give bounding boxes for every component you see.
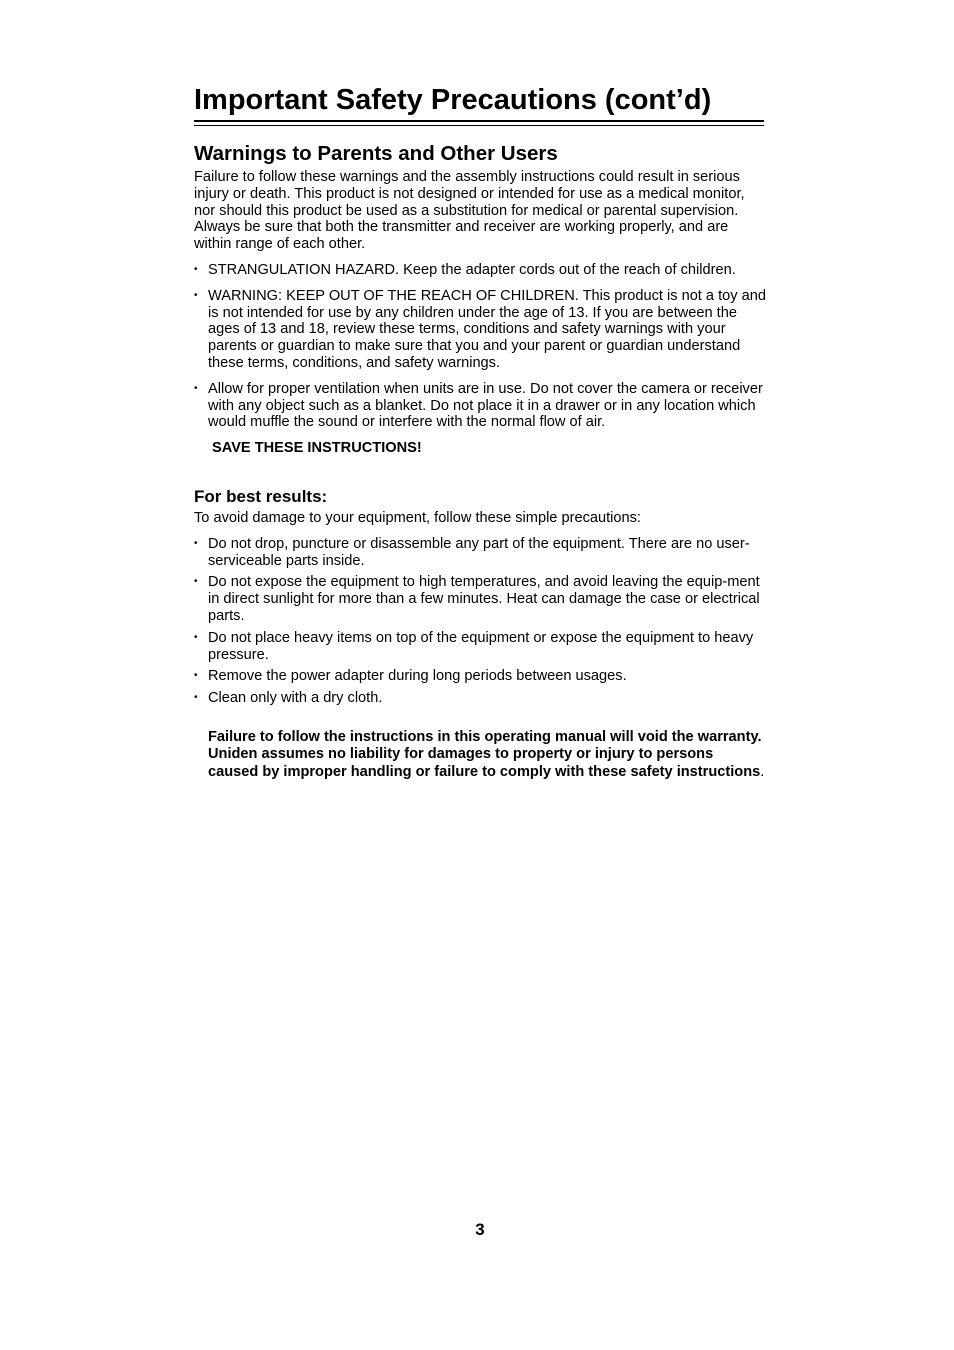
bullet-icon: • (194, 670, 198, 682)
list-item-text: WARNING: KEEP OUT OF THE REACH OF CHILDREN. This product is not a toy and is not intended for use by any children under the age of 13. If you are between the ages of 13 and 18, review these terms, conditions and safety warnings with your parents or guardian to make sure that you and your parent or guardian understand these terms, conditions, and safety warnings. (208, 287, 766, 371)
best-results-intro: To avoid damage to your equipment, follow these simple precautions: (194, 510, 641, 526)
warnings-intro: Failure to follow these warnings and the assembly instructions could result in serious injury or death. This product is not designed or intended for use as a medical monitor, nor should this product be used as a substitution for medical or parental supervision. Always be sure that both the transmitter and receiver are working properly, and are within range of each other. (194, 169, 745, 253)
warranty-notice-text: Failure to follow the instructions in this operating manual will void the warranty. Uniden assumes no liability for damages to property or injury to persons caused by improper handling or failure to comply with these safety instructions (208, 728, 762, 780)
list-item (194, 288, 766, 372)
list-item-text: Allow for proper ventilation when units are in use. Do not cover the camera or receiver with any object such as a blanket. Do not place it in a drawer or in any location which would muffle the sound or interfere with the normal flow of air. (208, 380, 763, 431)
save-instructions-note: SAVE THESE INSTRUCTIONS! (212, 440, 422, 457)
list-item-text: Do not drop, puncture or disassemble any part of the equipment. There are no user-serviceable parts inside. (208, 535, 750, 569)
list-item-text: Clean only with a dry cloth. (208, 690, 383, 707)
best-results-heading: For best results: (194, 487, 328, 506)
bullet-icon: • (194, 382, 198, 394)
title-rule-thick (194, 120, 764, 122)
list-item (194, 574, 766, 624)
warnings-heading: Warnings to Parents and Other Users (194, 142, 558, 165)
warnings-list (194, 262, 766, 431)
list-item (194, 690, 766, 707)
list-item (194, 668, 766, 685)
bullet-icon: • (194, 576, 198, 588)
bullet-icon: • (194, 631, 198, 643)
bullet-icon: • (194, 692, 198, 704)
warranty-notice-period: . (760, 763, 765, 780)
warranty-notice (194, 729, 766, 781)
best-results-list (194, 536, 766, 707)
list-item-text: STRANGULATION HAZARD. Keep the adapter cords out of the reach of children. (208, 261, 736, 278)
title-rule-thin (194, 125, 764, 126)
list-item (194, 381, 766, 431)
list-item (194, 262, 766, 279)
bullet-icon: • (194, 289, 198, 301)
page-number: 3 (475, 1220, 485, 1239)
page-title: Important Safety Precautions (cont’d) (194, 84, 712, 116)
list-item-text: Do not place heavy items on top of the equipment or expose the equipment to heavy pressure. (208, 629, 754, 663)
bullet-icon: • (194, 537, 198, 549)
list-item (194, 630, 766, 664)
list-item-text: Do not expose the equipment to high temperatures, and avoid leaving the equip-ment in direct sunlight for more than a few minutes. Heat can damage the case or electrical parts. (208, 574, 760, 624)
warnings-section (194, 141, 766, 457)
list-item (194, 536, 766, 570)
list-item-text: Remove the power adapter during long periods between usages. (208, 668, 627, 685)
bullet-icon: • (194, 263, 198, 275)
best-results-section (194, 486, 766, 781)
